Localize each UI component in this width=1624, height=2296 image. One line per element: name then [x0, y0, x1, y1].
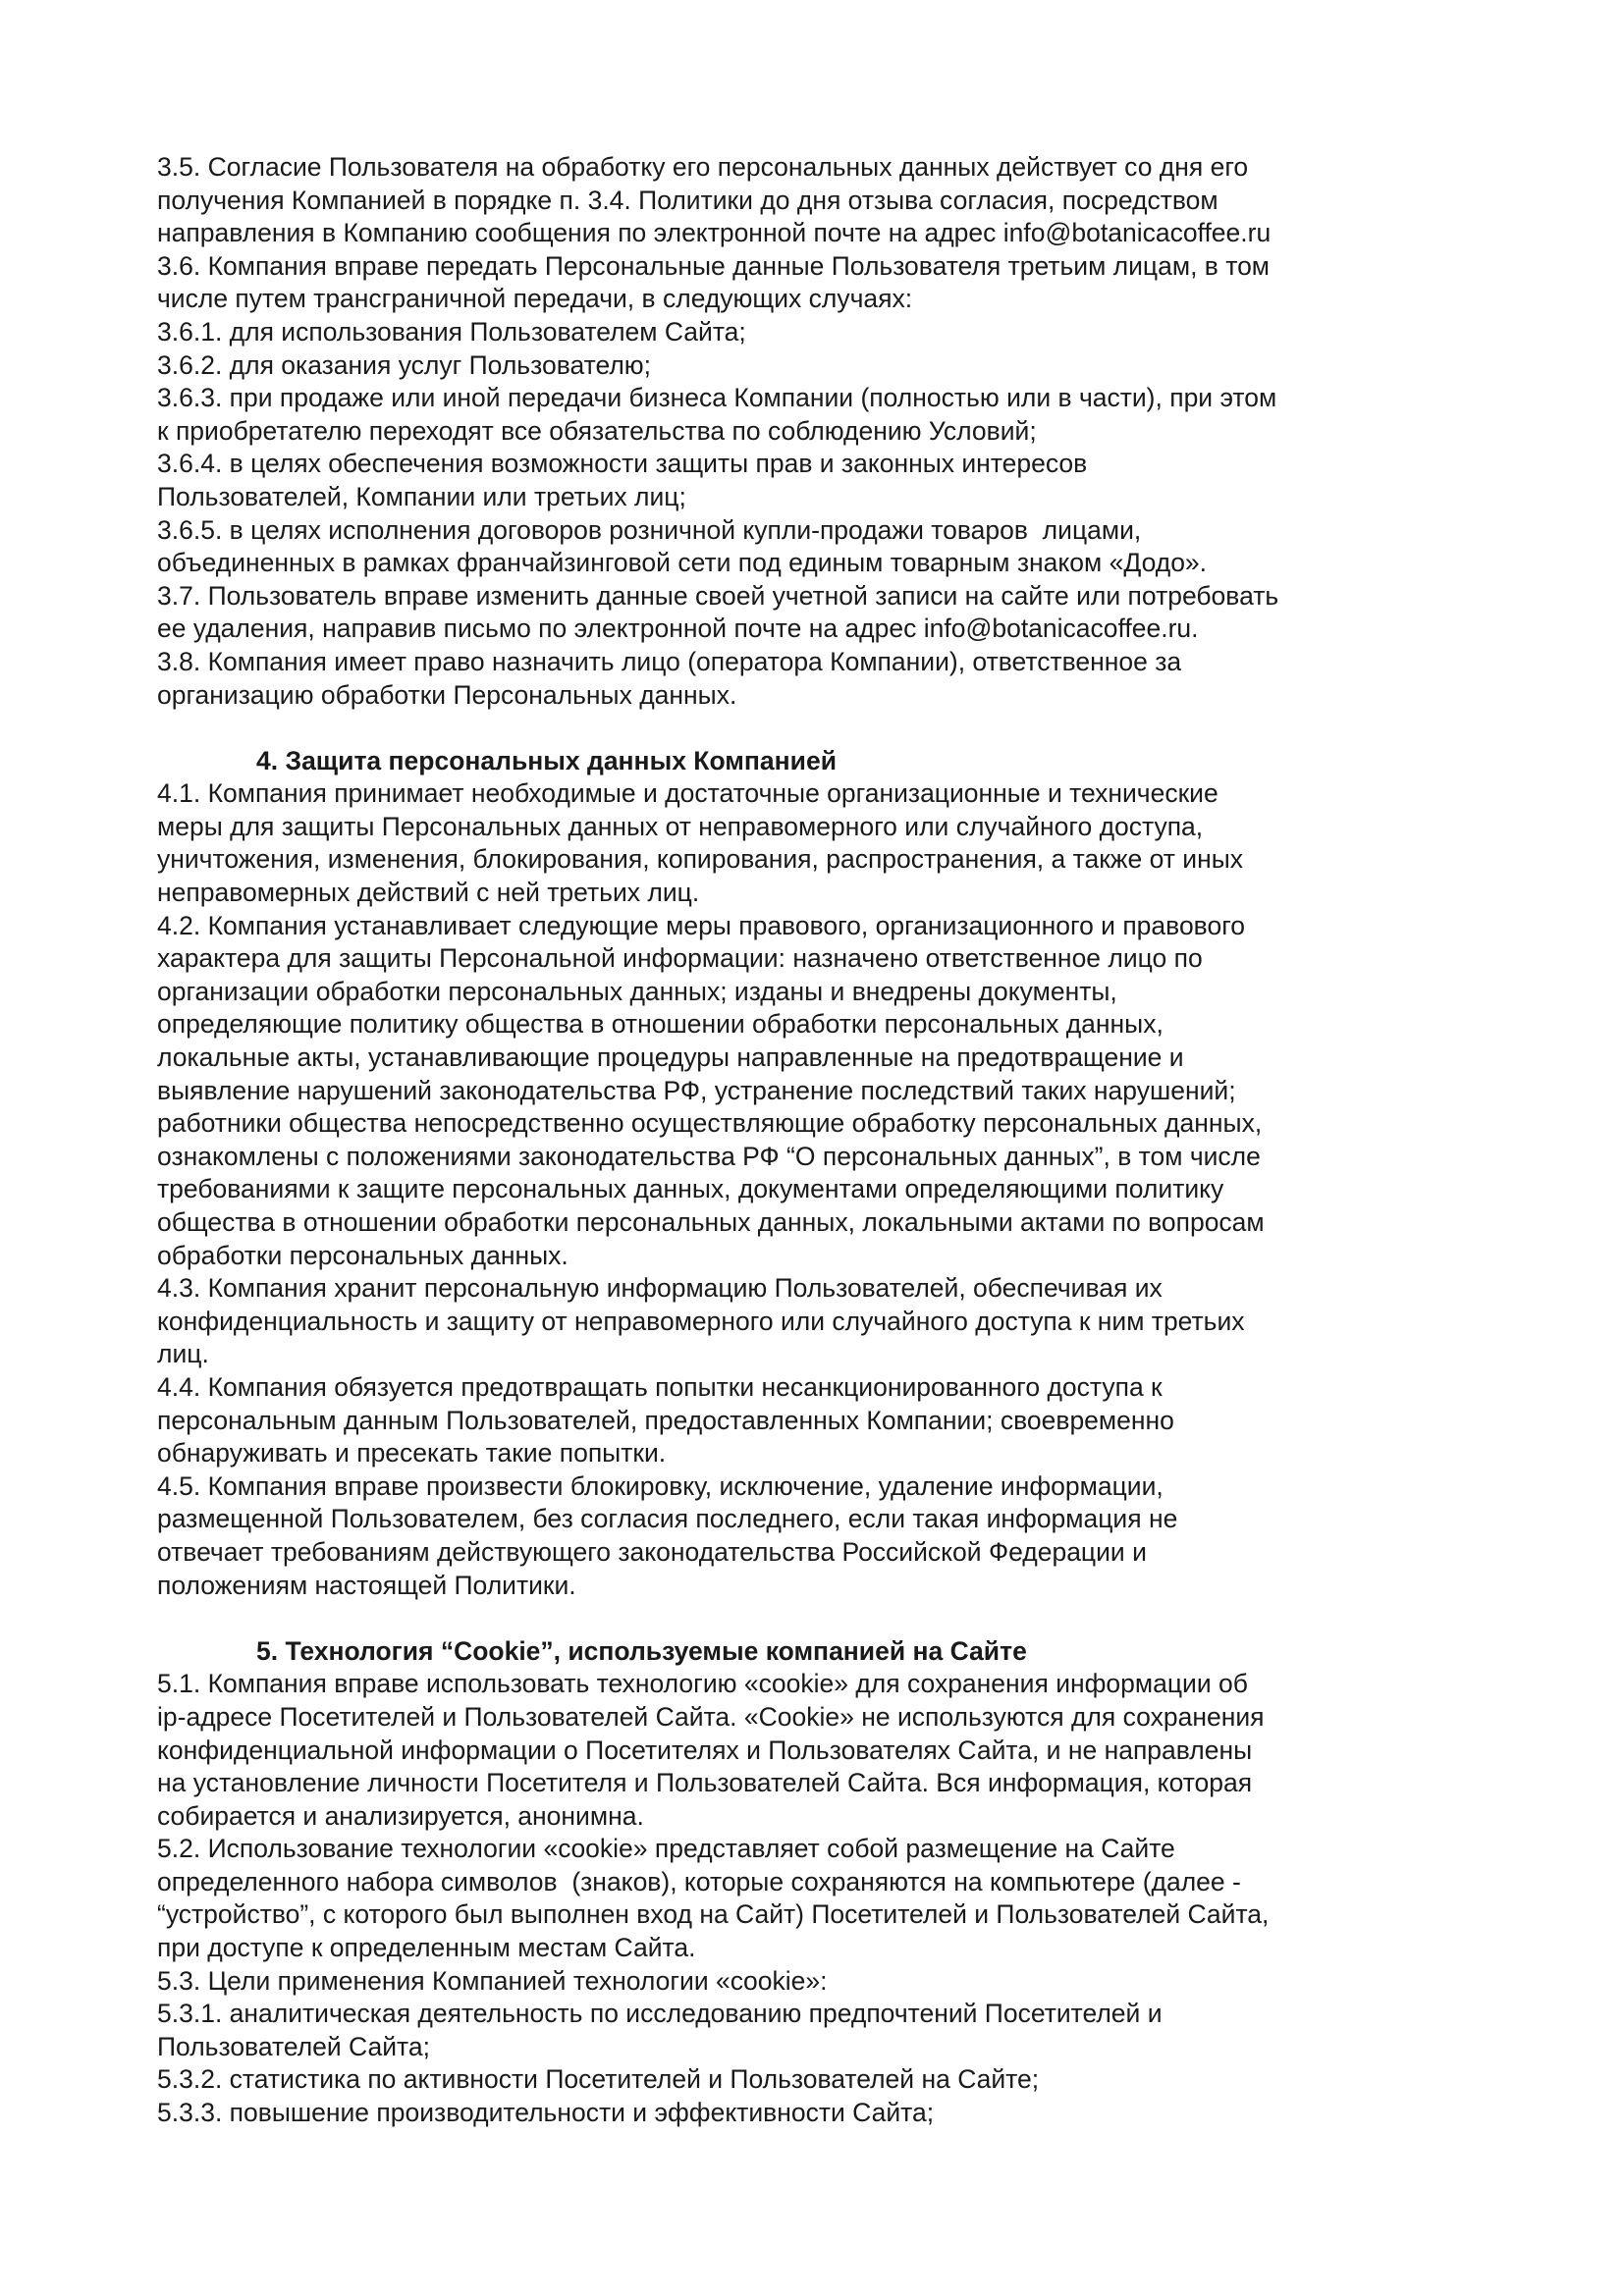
- paragraph-line: положениям настоящей Политики.: [157, 1570, 576, 1600]
- section-5: [157, 1635, 1502, 2130]
- paragraph-line: 4.2. Компания устанавливает следующие меры правового, организационного и правового: [157, 910, 1246, 940]
- paragraph-line: 3.6.3. при продаже или иной передачи бизнеса Компании (полностью или в части), при этом: [157, 383, 1277, 413]
- paragraph-line: работники общества непосредственно осуществляющие обработку персональных данных,: [157, 1108, 1263, 1139]
- paragraph-line: уничтожения, изменения, блокирования, копирования, распространения, а также от иных: [157, 844, 1244, 875]
- paragraph-line: требованиями к защите персональных данных, документами определяющими политику: [157, 1174, 1224, 1204]
- paragraph-line: собирается и анализируется, анонимна.: [157, 1800, 644, 1831]
- paragraph-line: организацию обработки Персональных данных.: [157, 679, 737, 710]
- section-5-heading: 5. Технология “Cookie”, используемые компанией на Сайте: [256, 1635, 1027, 1666]
- paragraph-line: ее удаления, направив письмо по электронной почте на адрес info@botanicacoffee.ru.: [157, 614, 1199, 644]
- paragraph-line: Пользователей Сайта;: [157, 2031, 430, 2061]
- paragraph-line: 4.1. Компания принимает необходимые и достаточные организационные и технические: [157, 778, 1218, 809]
- section-4-heading: 4. Защита персональных данных Компанией: [256, 745, 837, 775]
- paragraph-line: на установление личности Посетителя и Пользователей Сайта. Вся информация, которая: [157, 1768, 1253, 1798]
- paragraph-line: организации обработки персональных данных; изданы и внедрены документы,: [157, 976, 1117, 1006]
- paragraph-line: 5.3.2. статистика по активности Посетителей и Пользователей на Сайте;: [157, 2064, 1040, 2095]
- paragraph-line: локальные акты, устанавливающие процедуры направленные на предотвращение и: [157, 1042, 1184, 1073]
- paragraph-line: размещенной Пользователем, без согласия последнего, если такая информация не: [157, 1504, 1178, 1534]
- paragraph-line: определяющие политику общества в отношении обработки персональных данных,: [157, 1009, 1164, 1040]
- section-4: [157, 745, 1502, 1602]
- paragraph-line: 3.5. Согласие Пользователя на обработку его персональных данных действует со дня его: [157, 152, 1249, 182]
- paragraph-line: обнаруживать и пресекать такие попытки.: [157, 1438, 667, 1468]
- paragraph-line: 5.1. Компания вправе использовать технологию «cookie» для сохранения информации об: [157, 1669, 1248, 1699]
- spacer: [157, 712, 1502, 745]
- paragraph-line: 5.3.1. аналитическая деятельность по исследованию предпочтений Посетителей и: [157, 1999, 1163, 2029]
- paragraph-line: 3.7. Пользователь вправе изменить данные своей учетной записи на сайте или потребовать: [157, 580, 1279, 611]
- paragraph-line: выявление нарушений законодательства РФ, устранение последствий таких нарушений;: [157, 1075, 1236, 1105]
- document-page: [157, 151, 1502, 2130]
- paragraph-line: 3.6. Компания вправе передать Персональные данные Пользователя третьим лицам, в том: [157, 250, 1271, 281]
- paragraph-line: Пользователей, Компании или третьих лиц;: [157, 481, 686, 511]
- paragraph-line: 4.5. Компания вправе произвести блокировку, исключение, удаление информации,: [157, 1470, 1164, 1501]
- paragraph-line: ознакомлены с положениями законодательства РФ “О персональных данных”, в том числе: [157, 1141, 1261, 1171]
- paragraph-line: лиц.: [157, 1339, 209, 1369]
- paragraph-line: 3.6.4. в целях обеспечения возможности защиты прав и законных интересов: [157, 449, 1088, 479]
- paragraph-line: числе путем трансграничной передачи, в следующих случаях:: [157, 284, 913, 314]
- paragraph-line: характера для защиты Персональной информации: назначено ответственное лицо по: [157, 943, 1203, 974]
- paragraph-line: при доступе к определенным местам Сайта.: [157, 1933, 696, 1963]
- paragraph-line: 5.3. Цели применения Компанией технологии «cookie»:: [157, 1965, 828, 1996]
- paragraph-line: 3.6.1. для использования Пользователем Сайта;: [157, 316, 746, 347]
- paragraph-line: отвечает требованиям действующего законодательства Российской Федерации и: [157, 1536, 1147, 1567]
- paragraph-line: получения Компанией в порядке п. 3.4. Политики до дня отзыва согласия, посредством: [157, 185, 1218, 215]
- section-3-text: [157, 151, 1502, 712]
- paragraph-line: 4.4. Компания обязуется предотвращать попытки несанкционированного доступа к: [157, 1371, 1163, 1402]
- paragraph-line: обработки персональных данных.: [157, 1240, 568, 1270]
- paragraph-line: объединенных в рамках франчайзинговой сети под единым товарным знаком «Додо».: [157, 548, 1208, 578]
- paragraph-line: неправомерных действий с ней третьих лиц.: [157, 878, 700, 908]
- paragraph-line: направления в Компанию сообщения по электронной почте на адрес info@botanicacoffee.ru: [157, 218, 1272, 248]
- paragraph-line: ip-адресе Посетителей и Пользователей Сайта. «Cookie» не используются для сохранения: [157, 1701, 1265, 1732]
- paragraph-line: 5.3.3. повышение производительности и эффективности Сайта;: [157, 2098, 935, 2128]
- paragraph-line: конфиденциальной информации о Посетителях и Пользователях Сайта, и не направлены: [157, 1735, 1253, 1765]
- paragraph-line: конфиденциальность и защиту от неправомерного или случайного доступа к ним третьих: [157, 1306, 1245, 1336]
- paragraph-line: “устройство”, с которого был выполнен вход на Сайт) Посетителей и Пользователей Сайта,: [157, 1899, 1270, 1930]
- paragraph-line: меры для защиты Персональных данных от неправомерного или случайного доступа,: [157, 811, 1204, 841]
- paragraph-line: 3.6.2. для оказания услуг Пользователю;: [157, 349, 652, 380]
- paragraph-line: 4.3. Компания хранит персональную информацию Пользователей, обеспечивая их: [157, 1273, 1163, 1304]
- paragraph-line: персональным данным Пользователей, предоставленных Компании; своевременно: [157, 1405, 1174, 1435]
- spacer: [157, 1602, 1502, 1635]
- paragraph-line: 3.8. Компания имеет право назначить лицо (оператора Компании), ответственное за: [157, 646, 1182, 676]
- paragraph-line: 3.6.5. в целях исполнения договоров розничной купли-продажи товаров лицами,: [157, 514, 1142, 545]
- paragraph-line: определенного набора символов (знаков), которые сохраняются на компьютере (далее -: [157, 1866, 1241, 1896]
- paragraph-line: 5.2. Использование технологии «cookie» представляет собой размещение на Сайте: [157, 1834, 1175, 1864]
- paragraph-line: к приобретателю переходят все обязательства по соблюдению Условий;: [157, 415, 1037, 446]
- paragraph-line: общества в отношении обработки персональных данных, локальными актами по вопросам: [157, 1207, 1265, 1237]
